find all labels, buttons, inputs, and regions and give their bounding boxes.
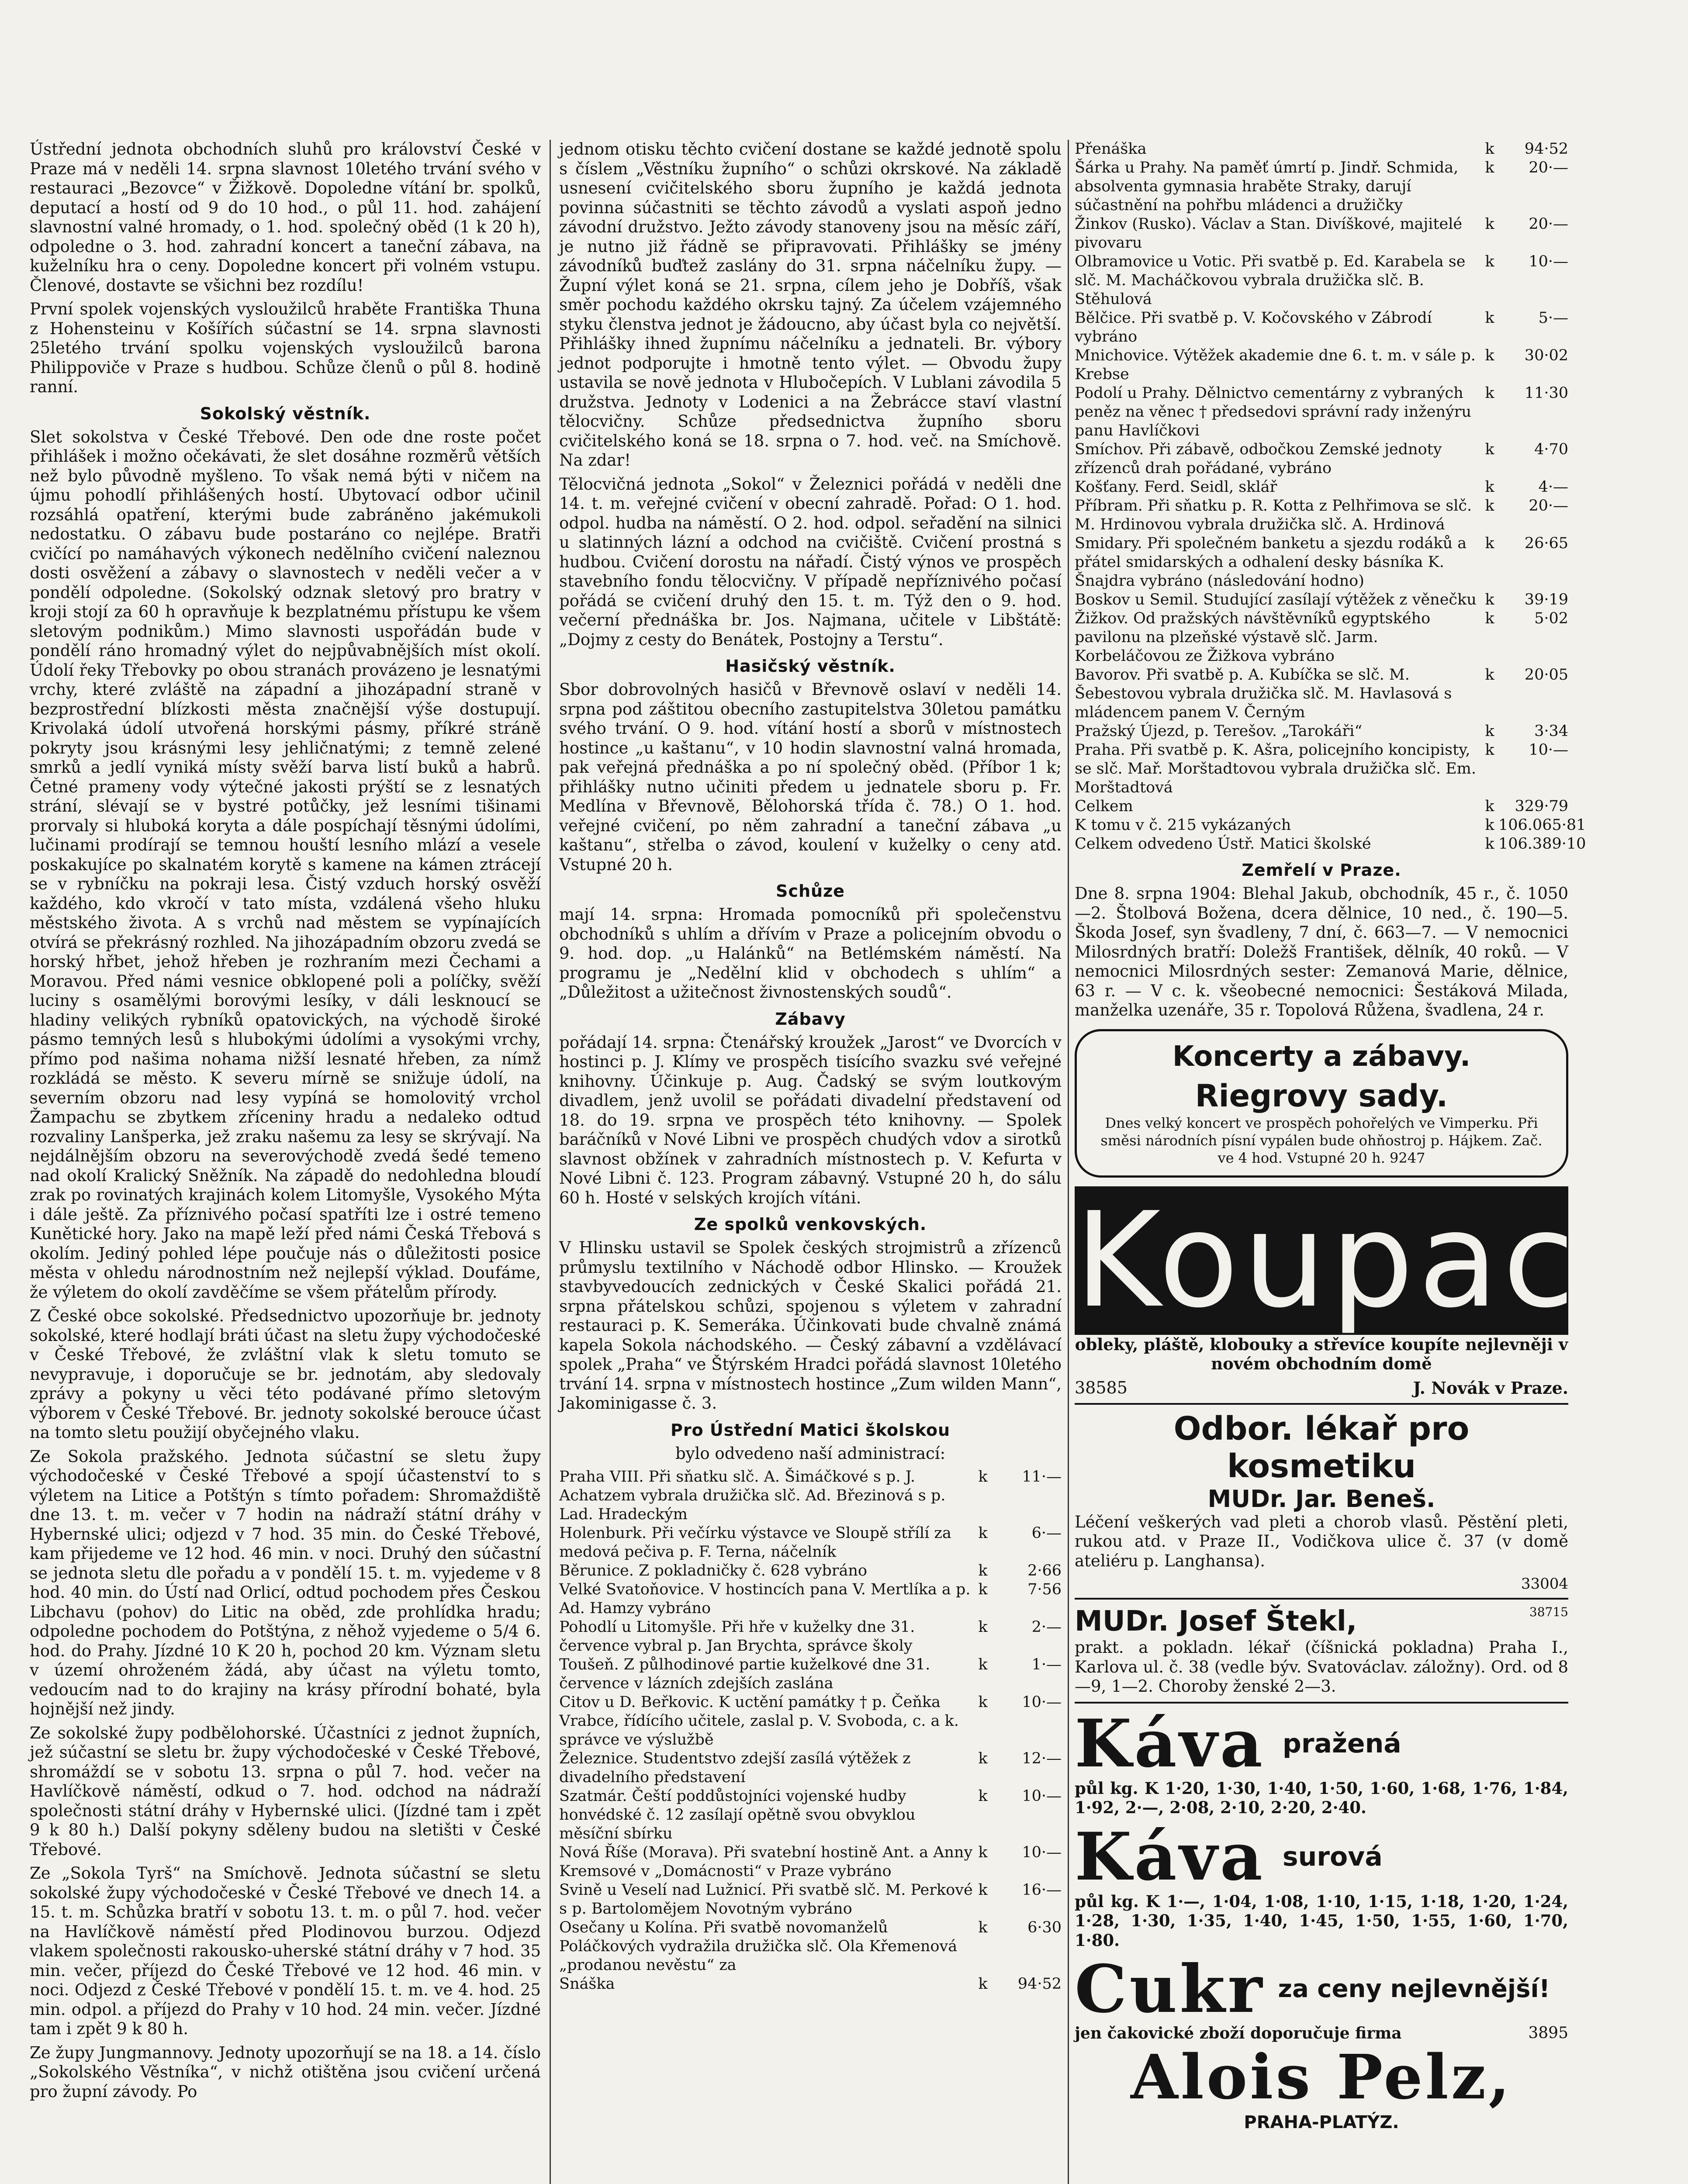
- donation-amount: 4·—: [1538, 478, 1568, 496]
- donation-text: Podolí u Prahy. Dělnictvo cementárny z vybraných peněz na věnec † předsedovi správní rady inženýru panu Havlíčkovi: [1075, 384, 1472, 439]
- donation-text: Toušeň. Z půlhodinové partie kuželkové dne 31. července v lázních zdejších zaslána: [559, 1656, 930, 1692]
- donation-row: [1075, 534, 1568, 591]
- donation-row: [1075, 609, 1568, 666]
- announcement-box: [1075, 1029, 1568, 1178]
- donation-text: Szatmár. Čeští poddůstojníci vojenské hudby honvédské č. 12 zasílají opětně svou obvyklou měsíční sbírku: [559, 1787, 916, 1842]
- donation-row: [559, 1580, 1062, 1618]
- currency-mark: k: [978, 1693, 988, 1711]
- currency-mark: k: [1485, 309, 1494, 327]
- currency-mark: k: [978, 1844, 988, 1861]
- donation-amount: 39·19: [1524, 591, 1568, 608]
- ad-odbor-title: Odbor. lékař pro kosmetiku: [1173, 1410, 1470, 1485]
- donation-amount: 3·34: [1534, 722, 1568, 740]
- currency-mark: k: [978, 1881, 988, 1899]
- donation-row: [1075, 666, 1568, 722]
- currency-mark: k: [1485, 497, 1494, 515]
- currency-mark: k: [1485, 535, 1494, 552]
- article-paragraph: mají 14. srpna: Hromada pomocníků při společenstvu obchodníků s uhlím a dřívím v Praze a policejním obvodu o 9. hod. dop. „u Halánků“ na Betlémském náměstí. Na programu je „Nedělní klid v obchodech s uhlím“ a „Důležitost a užitečnost živnostenských soudů“.: [559, 905, 1062, 1002]
- donation-amount: 20·—: [1529, 497, 1568, 515]
- donation-row: [559, 1975, 1062, 1994]
- ad-benes-code: 33004: [1521, 1575, 1568, 1593]
- ad-benes-text: Léčení veškerých vad pleti a chorob vlasů. Pěstění pleti, rukou atd. v Praze II., Vodičkova ulice č. 37 (v domě ateliéru p. Langhansa).: [1075, 1512, 1568, 1570]
- donation-text: Osečany u Kolína. Při svatbě novomanželů Poláčkových vydražila družička slč. Ola Křemenová „prodanou nevěstu“ za: [559, 1919, 958, 1974]
- currency-mark: k: [978, 1581, 988, 1598]
- donation-amount: 26·65: [1524, 535, 1568, 552]
- donation-row: [1075, 797, 1568, 816]
- donation-amount: 11·30: [1524, 384, 1568, 402]
- donation-row: [559, 1693, 1062, 1749]
- donation-amount: 20·—: [1529, 215, 1568, 233]
- currency-mark: k: [978, 1919, 988, 1936]
- article-paragraph: V Hlinsku ustavil se Spolek českých strojmistrů a zřízenců průmyslu textilního v Náchodě odbor Hlinsko. — Kroužek stavbyvedoucích zednických v České Skalici pořádá 21. srpna přátelskou schůzi, spojenou s výletem v zahradní restauraci p. K. Semeráka. Účinkovati bude chvalně známá kapela Sokola náchodského. — Český zábavní a vzdělávací spolek „Praha“ ve Štýrském Hradci pořádá slavnost 10letého trvání 14. srpna v místnostech hostince „Zum wilden Mann“, Jakominigasse č. 3.: [559, 1238, 1062, 1413]
- donation-amount: 20·05: [1524, 666, 1568, 684]
- donation-amount: 16·—: [1022, 1881, 1062, 1899]
- donation-amount: 7·56: [1027, 1581, 1062, 1598]
- box-subtitle: Riegrovy sady.: [1195, 1078, 1448, 1114]
- currency-mark: k: [1485, 798, 1494, 815]
- donation-amount: 1·—: [1031, 1656, 1062, 1673]
- column-rule: [1068, 140, 1069, 2184]
- donation-row: [1075, 140, 1568, 159]
- donation-amount: 2·66: [1027, 1562, 1062, 1579]
- ad-cukr-tag: za ceny nejlevnější!: [1278, 1975, 1550, 2003]
- donation-text: Přenáška: [1075, 140, 1147, 158]
- donation-row: [1075, 478, 1568, 497]
- box-title: Koncerty a zábavy.: [1172, 1040, 1471, 1073]
- donation-row: [1075, 741, 1568, 797]
- article-paragraph: Slet sokolstva v České Třebové. Den ode dne roste počet přihlášek i možno očekávati, že slet dosáhne rozměrů větších než bylo původně myšleno. To však nemá býti v ničem na újmu pohodlí přihlášených hostí. Ubytovací odbor učinil rozsáhlá opatření, kterými bude zabráněno jakémukoli nedostatku. O zábavu bude postaráno co nejlépe. Bratři cvičící po namáhavých výkonech nedělního cvičení naleznou dosti osvěžení a zábavy o slavnostech v neděli večer a v pondělí odpoledne. (Sokolský odznak sletový pro bratry v kroji stojí za 60 h opravňuje k bezplatnému přístupu ke všem sletovým podnikům.) Mimo slavnosti uspořádán bude v pondělí ráno hromadný výlet do nejpůvabnějších míst okolí. Údolí řeky Třebovky po obou stranách provázeno je lesnatými vrchy, které zvláště na západní a jihozápadní straně v bezprostřední blízkosti města značnější výše dostupují. Krivolaká údolí utvořená horskými pásmy, příkré stráně pokryty jsou krásnými lesy jehličnatými; z temně zelené smrků a jedlí vyniká místy svěží barva listí buků a habrů. Četné prameny vody výtečné jakosti prýští se z lesnatých strání, slévají se v bystré potůčky, jež lesními tišinami prorvaly si hluboká koryta a dále pospíchají těsnými údolími, lučinami prodírají se temnou houští lesního mlází a vesele poskakujíce po skalnatém korytě s kamene na kámen ztrácejí se v rybníčku na pokraji lesa. Čistý vzduch horský osvěží každého, kdo vkročí v tato místa, vzdálená všeho hluku městského života. A s vrchů nad městem se vypínajících otvírá se překrásný rozhled. Na jihozápadním obzoru zvedá se horský hřbet, jehož hřeben je rozhraním mezi Čechami a Moravou. Před námi vesnice obklopené poli a políčky, svěží luciny s osamělými borovými lesíky, v dáli lesknoucí se hladiny velikých rybníků opatovických, na východě široké pásmo temných lesů s hlubokými údolími a vysokými vrchy, přímo pod našima nohama nižší lesnaté hřeben, za nímž rozkládá se město. K severu mírně se snižuje údolí, na severním obzoru nad lesy vypíná se homolovitý vrchol Žampachu se zbytkem zříceniny hradu a nedaleko odtud rozvaliny Lanšperka, jež zraku našemu za lesy se skrývají. Na nejdálnějším obzoru na severovýchodě zvedá šedé temeno nad okolí Kralický Sněžník. Na západě do nedohledna bloudí zrak po rovinatých krajinách kolem Litomyšle, Vysokého Mýta i dále ještě. Za příznivého počasí spatříti lze i ostré temeno Kunětické hory. Jako na mapě leží před námi Česká Třebová s okolím. Jediný pohled lépe poučuje nás o důležitosti posice města v ohledu národnostním než nejlepší výklad. Doufáme, že výletem do okolí zavděčíme se všem přátelům přírody.: [30, 427, 541, 1302]
- donation-amount: 10·—: [1022, 1844, 1062, 1861]
- ad-koupaci-logo: Koupací: [1075, 1184, 1620, 1337]
- donation-text: Velké Svatoňovice. V hostincích pana V. Mertlíka a p. Ad. Hamzy vybráno: [559, 1581, 971, 1617]
- section-heading: Sokolský věstník.: [200, 404, 371, 423]
- donation-row: [1075, 346, 1568, 384]
- ad-kava-prazena-tag: pražená: [1282, 1728, 1401, 1759]
- donation-row: [1075, 384, 1568, 440]
- donation-text: Košťany. Ferd. Seidl, sklář: [1075, 478, 1277, 496]
- currency-mark: k: [978, 1975, 988, 1993]
- article-paragraph: Dne 8. srpna 1904: Blehal Jakub, obchodník, 45 r., č. 1050—2. Štolbová Božena, dcera dělnice, 10 ned., č. 190—5. Škoda Josef, syn švadleny, 7 dní, č. 663—7. — V nemocnici Milosrdných bratří: Doležš František, dělník, 40 roků. — V nemocnici Milosrdných sester: Zemanová Marie, dělnice, 63 r. — V c. k. všeobecné nemocnici: Šestáková Milada, manželka uzenáře, 35 r. Topolová Růžena, švadlena, 24 r.: [1075, 884, 1568, 1019]
- currency-mark: k: [1485, 741, 1494, 759]
- currency-mark: k: [978, 1524, 988, 1542]
- donation-amount: 6·—: [1031, 1524, 1062, 1542]
- currency-mark: k: [1485, 835, 1494, 853]
- currency-mark: k: [978, 1656, 988, 1673]
- currency-mark: k: [1485, 347, 1494, 364]
- donation-amount: 106.065·81: [1498, 816, 1586, 834]
- ad-stekl-name: MUDr. Josef Štekl,: [1075, 1605, 1357, 1638]
- currency-mark: k: [1485, 816, 1494, 834]
- currency-mark: k: [978, 1787, 988, 1805]
- currency-mark: k: [1485, 215, 1494, 233]
- donation-row: [1075, 591, 1568, 609]
- currency-mark: k: [1485, 384, 1494, 402]
- donation-amount: 6·30: [1027, 1919, 1062, 1936]
- donation-row: [1075, 252, 1568, 309]
- donation-amount: 11·—: [1022, 1468, 1062, 1486]
- donation-amount: 30·02: [1524, 347, 1568, 364]
- article-paragraph: První spolek vojenských vysloužilců hraběte Františka Thuna z Hohensteinu v Košířích súčastní se 14. srpna slavnosti 25letého trvání spolku vojenských vysloužilců barona Philippoviče v Praze s hudbou. Schůze členů o půl 8. hodině ranní.: [30, 300, 541, 396]
- section-heading: Zábavy: [775, 1009, 846, 1029]
- donation-row: [1075, 816, 1586, 835]
- donation-amount: 106.389·10: [1498, 835, 1586, 853]
- article-paragraph: pořádají 14. srpna: Čtenářský kroužek „Jarost“ ve Dvorcích v hostinci p. J. Klímy ve prospěch tisícího svazku své veřejné knihovny. Účinkuje p. Aug. Čadský se svým loutkovým divadlem, jenž uvolil se pořádati divadelní představení od 18. do 19. srpna ve prospěch této knihovny. — Spolek baráčníků v Nové Libni ve prospěch chudých vdov a sirotků slavnost obžínek v zahradních místnostech p. V. Kefurta v Nové Libni č. 123. Program zábavný. Vstupné 20 h, do sálu 60 h. Hosté v selských krojích vítáni.: [559, 1033, 1062, 1207]
- donation-amount: 94·52: [1524, 140, 1568, 158]
- article-paragraph: Ze sokolské župy podbělohorské. Účastníci z jednot župních, jež súčastní se sletu br. župy východočeské v České Třebové, shromáždí se v sobotu 13. srpna o půl 7. hod. večer na Havlíčkově náměstí, odkud o 7. hod. odchod na nádraží společnosti státní dráhy v Hybernské ulici. (Jízdné tam i zpět 9 k 80 h.) Další pokyny sděleny budou na sletišti v České Třebové.: [30, 1723, 541, 1859]
- ad-koupaci-text: obleky, pláště, klobouky a střevíce koupíte nejlevněji v novém obchodním domě: [1075, 1334, 1568, 1373]
- currency-mark: k: [1485, 253, 1494, 270]
- donation-text: Praha VIII. Při sňatku slč. A. Šimáčkové s p. J. Achatzem vybrala družička slč. Ad. Březinová s p. Lad. Hradeckým: [559, 1468, 946, 1523]
- donation-row: [559, 1881, 1062, 1918]
- donation-text: Olbramovice u Votic. Při svatbě p. Ed. Karabela se slč. M. Macháčkovou vybrala družička slč. B. Stěhulová: [1075, 253, 1466, 308]
- currency-mark: k: [1485, 722, 1494, 740]
- donation-amount: 329·79: [1515, 798, 1568, 815]
- currency-mark: k: [1485, 441, 1494, 458]
- donation-amount: 2·—: [1031, 1618, 1062, 1636]
- donation-text: Příbram. Při sňatku p. R. Kotta z Pelhřimova se slč. M. Hrdinovou vybrala družička slč. A. Hrdinová: [1075, 497, 1472, 533]
- donation-text: Šárka u Prahy. Na paměť úmrtí p. Jindř. Schmida, absolventa gymnasia hraběte Straky, darují súčastnění na pohřbu mládenci a družičky: [1075, 159, 1459, 214]
- ad-cukr-title: Cukr: [1075, 1951, 1265, 2028]
- donation-amount: 20·—: [1529, 159, 1568, 176]
- donation-text: Pohodlí u Litomyšle. Při hře v kuželky dne 31. července vybral p. Jan Brychta, správce školy: [559, 1618, 915, 1655]
- donation-text: Pražský Újezd, p. Terešov. „Tarokáři“: [1075, 722, 1363, 740]
- currency-mark: k: [1485, 478, 1494, 496]
- ad-cukr-text: jen čakovické zboží doporučuje firma: [1075, 2024, 1402, 2042]
- currency-mark: k: [1485, 591, 1494, 608]
- donation-row: [1075, 722, 1568, 741]
- donation-amount: 5·—: [1538, 309, 1568, 327]
- ad-koupaci: [1075, 1184, 1620, 1398]
- donation-row: [559, 1468, 1062, 1524]
- donation-row: [559, 1562, 1062, 1580]
- donation-text: Žinkov (Rusko). Václav a Stan. Divíškové, majitelé pivovaru: [1075, 215, 1463, 252]
- donation-amount: 10·—: [1022, 1693, 1062, 1711]
- donation-amount: 4·70: [1534, 441, 1568, 458]
- donation-text: Žižkov. Od pražských návštěvníků egyptského pavilonu na plzeňské výstavě slč. Jarm. Korbeláčovou ze Žižkova vybráno: [1075, 610, 1431, 665]
- article-paragraph: Z České obce sokolské. Předsednictvo upozorňuje br. jednoty sokolské, které hodlají bráti účast na sletu župy východočeské v České Třebové, že zvláštní vlak k sletu tomuto se nevypravuje, i doporučuje se br. jednotám, aby sledovaly zprávy a pokyny u věci této podávané přímo sletovým výborem v České Třebové. Br. jednoty sokolské berouce účast na tomto sletu použijí obyčejného vlaku.: [30, 1306, 541, 1442]
- section-heading: Schůze: [776, 881, 845, 901]
- currency-mark: k: [1485, 159, 1494, 176]
- donation-amount: 5·02: [1534, 610, 1568, 627]
- ad-kava-prazena-prices: půl kg. K 1·20, 1·30, 1·40, 1·50, 1·60, 1·68, 1·76, 1·84, 1·92, 2·—, 2·08, 2·10, 2·20, 2·40.: [1075, 1778, 1568, 1817]
- ad-koupaci-firm: J. Novák v Praze.: [1413, 1378, 1568, 1398]
- donation-text: Holenburk. Při večírku výstavce ve Sloupě střílí za medová pečiva p. F. Terna, náčelník: [559, 1524, 951, 1561]
- donation-row: [559, 1787, 1062, 1843]
- column-rule: [550, 140, 551, 2184]
- ad-pelz-place: PRAHA-PLATÝZ.: [1244, 2112, 1399, 2132]
- currency-mark: k: [978, 1618, 988, 1636]
- donation-row: [559, 1749, 1062, 1787]
- donation-row: [559, 1655, 1062, 1693]
- donation-amount: 94·52: [1017, 1975, 1062, 1993]
- article-paragraph: Ze župy Jungmannovy. Jednoty upozorňují se na 18. a 14. číslo „Sokolského Věstníka“, v nichž otištěna jsou cvičení určená pro župní závody. Po: [30, 2043, 541, 2101]
- section-heading: Pro Ústřední Matici školskou: [670, 1420, 951, 1440]
- donation-text: Smidary. Při společném banketu a sjezdu rodáků a přátel smidarských a odhalení desky básníka K. Šnajdra vybráno (následování hodno): [1075, 535, 1467, 590]
- donation-row: [1075, 215, 1568, 252]
- donation-amount: 12·—: [1022, 1750, 1062, 1767]
- column-left: [30, 140, 541, 2184]
- currency-mark: k: [978, 1562, 988, 1579]
- ad-kava-surova-prices: půl kg. K 1·—, 1·04, 1·08, 1·10, 1·15, 1·18, 1·20, 1·24, 1·28, 1·30, 1·35, 1·40, 1·45, 1·50, 1·55, 1·60, 1·70, 1·80.: [1075, 1891, 1568, 1950]
- donation-text: Citov u D. Beřkovic. K uctění památky † p. Čeňka Vrabce, řídícího učitele, zaslal p. V. Svoboda, c. a k. správce ve výslužbě: [559, 1693, 959, 1749]
- donation-text: Bavorov. Při svatbě p. A. Kubíčka se slč. M. Šebestovou vybrala družička slč. M. Havlasová s mládencem panem V. Černým: [1075, 666, 1452, 721]
- donation-row: [559, 1524, 1062, 1562]
- donation-row: [1075, 835, 1586, 854]
- section-heading: Hasičský věstník.: [725, 657, 896, 676]
- currency-mark: k: [1485, 140, 1494, 158]
- donation-row: [1075, 309, 1568, 346]
- donation-text: K tomu v č. 215 vykázaných: [1075, 816, 1291, 834]
- ad-stekl-code: 38715: [1529, 1605, 1568, 1619]
- donation-text: Smíchov. Při zábavě, odbočkou Zemské jednoty zřízenců drah pořádané, vybráno: [1075, 441, 1442, 477]
- donation-text: Celkem odvedeno Ústř. Matici školské: [1075, 835, 1371, 853]
- donation-text: Běrunice. Z pokladničky č. 628 vybráno: [559, 1562, 867, 1579]
- ad-kava-prazena-title: Káva: [1075, 1705, 1265, 1782]
- article-paragraph: Sbor dobrovolných hasičů v Břevnově oslaví v neděli 14. srpna pod záštitou obecního zastupitelstva 30letou památku svého trvání. O 9. hod. vítání hostí a sborů v místnostech hostince „u kaštanu“, v 10 hodin slavnostní valná hromada, pak veřejná přednáška a po ní společný oběd. (Příbor 1 k; přihlášky nutno učiniti předem u jednatele sboru p. Fr. Medlína v Břevnově, Bělohorská třída č. 78.) O 1. hod. veřejné cvičení, po něm zahradní a taneční zábava „u kaštanu“, střelba o závod, koulení v kuželky o ceny atd. Vstupné 20 h.: [559, 680, 1062, 874]
- section-subheading: bylo odvedeno naší administrací:: [675, 1444, 946, 1463]
- column-middle: [559, 140, 1062, 2184]
- ad-kava-surova-title: Káva: [1075, 1818, 1265, 1895]
- box-text: Dnes velký koncert ve prospěch pohořelých ve Vimperku. Při směsi národních písní vypálen bude ohňostroj p. Hájkem. Zač. ve 4 hod. Vstupné 20 h. 9247: [1100, 1114, 1543, 1166]
- donation-row: [1075, 440, 1568, 478]
- donation-row: [1075, 159, 1568, 215]
- currency-mark: k: [1485, 666, 1494, 684]
- ad-pelz-name: Alois Pelz,: [1131, 2042, 1512, 2113]
- donation-row: [559, 1918, 1062, 1975]
- article-paragraph: Tělocvičná jednota „Sokol“ v Železnici pořádá v neděli dne 14. t. m. veřejné cvičení v obecní zahradě. Pořad: O 1. hod. odpol. hudba na náměstí. O 2. hod. odpol. seřadění na silnici u slatinných lázní a odchod na cvičiště. Cvičení prostná s hudbou. Cvičení dorostu na nářadí. Čistý výnos ve prospěch stavebního fondu tělocvičny. V případě nepříznivého počasí pořádá se cvičení druhý den 15. t. m. Týž den o 9. hod. večerní přednáška br. Jos. Najmana, učitele v Libštátě: „Dojmy z cesty do Benátek, Postojny a Terstu“.: [559, 474, 1062, 649]
- ad-benes-name: MUDr. Jar. Beneš.: [1207, 1485, 1435, 1513]
- article-paragraph: jednom otisku těchto cvičení dostane se každé jednotě spolu s číslem „Věstníku župního“ o schůzi okrskové. Na základě usnesení cvičitelského sboru župního je každá jednota povinna súčastniti se těchto závodů a vyslati aspoň jedno závodní družstvo. Ježto závody stanoveny jsou na měsíc září, je nutno již řádně se připravovati. Přihlášky se jmény závodníků buďtež zaslány do 31. srpna náčelníku župy. — Župní výlet koná se 21. srpna, cílem jeho je Dobříš, však směr pochodu každého okrsku tajný. Za účelem vzájemného styku členstva jednot je žádoucno, aby účast byla co největší. Přihlášky ihned župnímu náčelníku a jednateli. Br. výbory jednot podporujte i hmotně tento výlet. — Obvodu župy ustavila se nově jednota v Hlubočepích. V Lublani závodila 5 družstva. Jednoty v Lodenici a na Žebrácce staví vlastní tělocvičny. Schůze předsednictva župního sboru cvičitelského koná se 18. srpna o 7. hod. več. na Smíchově. Na zdar!: [559, 140, 1062, 470]
- donation-row: [559, 1843, 1062, 1881]
- donation-amount: 10·—: [1529, 741, 1568, 759]
- donation-text: Mnichovice. Výtěžek akademie dne 6. t. m. v sále p. Krebse: [1075, 347, 1476, 383]
- donation-amount: 10·—: [1529, 253, 1568, 270]
- ad-cukr-code: 3895: [1528, 2024, 1568, 2042]
- column-right-flow: [1075, 140, 1586, 1178]
- donation-text: Železnice. Studentstvo zdejší zasílá výtěžek z divadelního představení: [559, 1750, 911, 1786]
- article-paragraph: Ze „Sokola Tyrš“ na Smíchově. Jednota súčastní se sletu sokolské župy východočeské v České Třebové ve dnech 14. a 15. t. m. Schůzka bratří v sobotu 13. t. m. o půl 7. hod. večer na Havlíčkově náměstí před Plodinovou burzou. Odjezd vlakem společnosti rakousko-uherské státní dráhy v 7 hod. 35 min. večer, příjezd do České Třebové ve 12 hod. 46 min. v noci. Odjezd z České Třebové v pondělí 15. t. m. ve 4. hod. 25 min. odpol. a příjezd do Prahy v 10 hod. 24 min. večer. Jízdné tam i zpět 9 k 80 h.: [30, 1864, 541, 2038]
- donation-row: [1075, 497, 1568, 534]
- donation-text: Nová Říše (Morava). Při svatební hostině Ant. a Anny Kremsové v „Domácnosti“ v Praze vybráno: [559, 1844, 973, 1880]
- column-right: [1075, 140, 1620, 2184]
- donation-amount: 10·—: [1022, 1787, 1062, 1805]
- donation-text: Svině u Veselí nad Lužnicí. Při svatbě slč. M. Perkové s p. Bartolomějem Novotným vybráno: [559, 1881, 973, 1918]
- ad-stekl-text: prakt. a pokladn. lékař (číšnická pokladna) Praha I., Karlova ul. č. 38 (vedle býv. Svatováclav. záložny). Ord. od 8—9, 1—2. Choroby ženské 2—3.: [1075, 1638, 1568, 1696]
- section-heading: Zemřelí v Praze.: [1242, 860, 1401, 880]
- currency-mark: k: [1485, 610, 1494, 627]
- section-heading: Ze spolků venkovských.: [694, 1215, 927, 1234]
- ad-koupaci-code: 38585: [1075, 1378, 1128, 1397]
- article-paragraph: Ze Sokola pražského. Jednota súčastní se sletu župy východočeské v České Třebové a spojí účastenství to s výletem na Litice a Potštýn s tímto pořadem: Shromaždiště dne 13. t. m. večer v 7 hodin na nádraží státní dráhy v Hybernské ulici; odjezd v 7 hod. 35 min. do České Třebové, kam přijedeme ve 12 hod. 46 min. v noci. Druhý den súčastní se jednota sletu dle pořadu a v pondělí 15. t. m. vyjedeme v 8 hod. 40 min. do Ústí nad Orlicí, odtud pochodem přes Českou Libchavu (pohov) do Litic na oběd, zde prohlídka hradu; odpoledne pochodem do Potštýna, z něhož vyjedeme o 5/4 6. hod. do Prahy. Jízdné 10 K 20 h, pochod 20 km. Význam sletu v území ohroženém žádá, aby účast na výletu tomto, vedoucím nad to do krajiny na krásy přírodní bohaté, byla hojnější než jindy.: [30, 1447, 541, 1718]
- currency-mark: k: [978, 1750, 988, 1767]
- donation-text: Boskov u Semil. Studující zasílají výtěžek z věnečku: [1075, 591, 1477, 608]
- donation-text: Snáška: [559, 1975, 615, 1993]
- donation-row: [559, 1618, 1062, 1655]
- article-paragraph: Ústřední jednota obchodních sluhů pro království České v Praze má v neděli 14. srpna slavnost 10letého trvání svého v restauraci „Bezovce“ v Žižkově. Dopoledne vítání br. spolků, deputací a hostí od 9 do 10 hod., o půl 11. hod. zahájení slavnostní valné hromady, o 1. hod. společný oběd (1 k 20 h), odpoledne o 3. hod. zahradní koncert a taneční zábava, na kuželníku hra o ceny. Dopoledne koncert při volném vstupu. Členové, dostavte se všichni bez rozdílu!: [30, 140, 541, 295]
- ad-kava-surova-tag: surová: [1282, 1841, 1383, 1872]
- donation-text: Bělčice. Při svatbě p. V. Kočovského v Zábrodí vybráno: [1075, 309, 1432, 346]
- donation-text: Praha. Při svatbě p. K. Ašra, policejního koncipisty, se slč. Mař. Morštadtovou vybrala družička slč. Em. Morštadtová: [1075, 741, 1476, 796]
- donation-text: Celkem: [1075, 798, 1133, 815]
- currency-mark: k: [978, 1468, 988, 1486]
